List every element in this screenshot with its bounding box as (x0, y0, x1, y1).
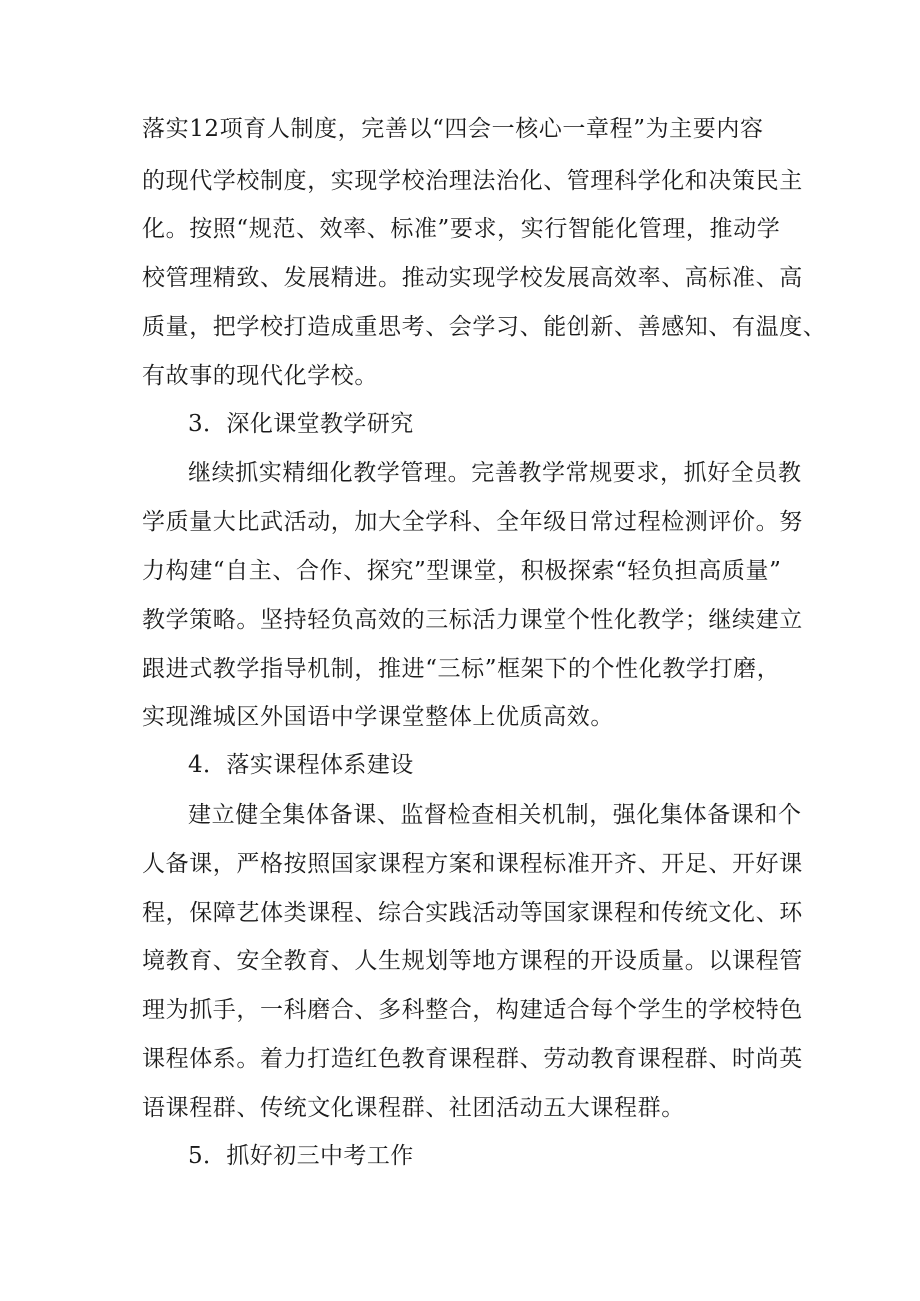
paragraph-4-line-5: 理为抓手，一科磨合、多科整合，构建适合每个学生的学校特色 (142, 997, 803, 1023)
paragraph-3-line-4: 教学策略。坚持轻负高效的三标活力课堂个性化教学；继续建立 (142, 607, 803, 633)
paragraph-1-line-1: 落实12项育人制度，完善以“四会一核心一章程”为主要内容 (142, 116, 764, 142)
paragraph-4-line-7: 语课程群、传统文化课程群、社团活动五大课程群。 (142, 1095, 685, 1121)
paragraph-4-line-6: 课程体系。着力打造红色教育课程群、劳动教育课程群、时尚英 (142, 1046, 803, 1072)
section-heading-3: 3．深化课堂教学研究 (188, 411, 414, 437)
paragraph-3-line-2: 学质量大比武活动，加大全学科、全年级日常过程检测评价。努 (142, 509, 803, 535)
paragraph-1-line-6: 有故事的现代化学校。 (142, 363, 378, 389)
paragraph-3-line-1: 继续抓实精细化教学管理。完善教学常规要求，抓好全员教 (188, 460, 802, 486)
paragraph-1-line-5: 质量，把学校打造成重思考、会学习、能创新、善感知、有温度、 (142, 314, 827, 340)
section-heading-5: 5．抓好初三中考工作 (188, 1143, 414, 1169)
paragraph-4-line-1: 建立健全集体备课、监督检查相关机制，强化集体备课和个 (188, 802, 802, 828)
paragraph-4-line-4: 境教育、安全教育、人生规划等地方课程的开设质量。以课程管 (142, 948, 803, 974)
section-heading-4: 4．落实课程体系建设 (188, 752, 414, 778)
paragraph-4-line-2: 人备课，严格按照国家课程方案和课程标准开齐、开足、开好课 (142, 851, 803, 877)
paragraph-1-line-3: 化。按照“规范、效率、标准”要求，实行智能化管理，推动学 (142, 216, 781, 242)
paragraph-3-line-6: 实现潍城区外国语中学课堂整体上优质高效。 (142, 704, 614, 730)
paragraph-4-line-3: 程，保障艺体类课程、综合实践活动等国家课程和传统文化、环 (142, 900, 803, 926)
paragraph-3-line-3: 力构建“自主、合作、探究”型课堂，积极探索“轻负担高质量” (142, 558, 782, 584)
paragraph-3-line-5: 跟进式教学指导机制，推进“三标”框架下的个性化教学打磨， (142, 656, 781, 682)
paragraph-1-line-2: 的现代学校制度，实现学校治理法治化、管理科学化和决策民主 (142, 168, 803, 194)
paragraph-1-line-4: 校管理精致、发展精进。推动实现学校发展高效率、高标准、高 (142, 265, 803, 291)
